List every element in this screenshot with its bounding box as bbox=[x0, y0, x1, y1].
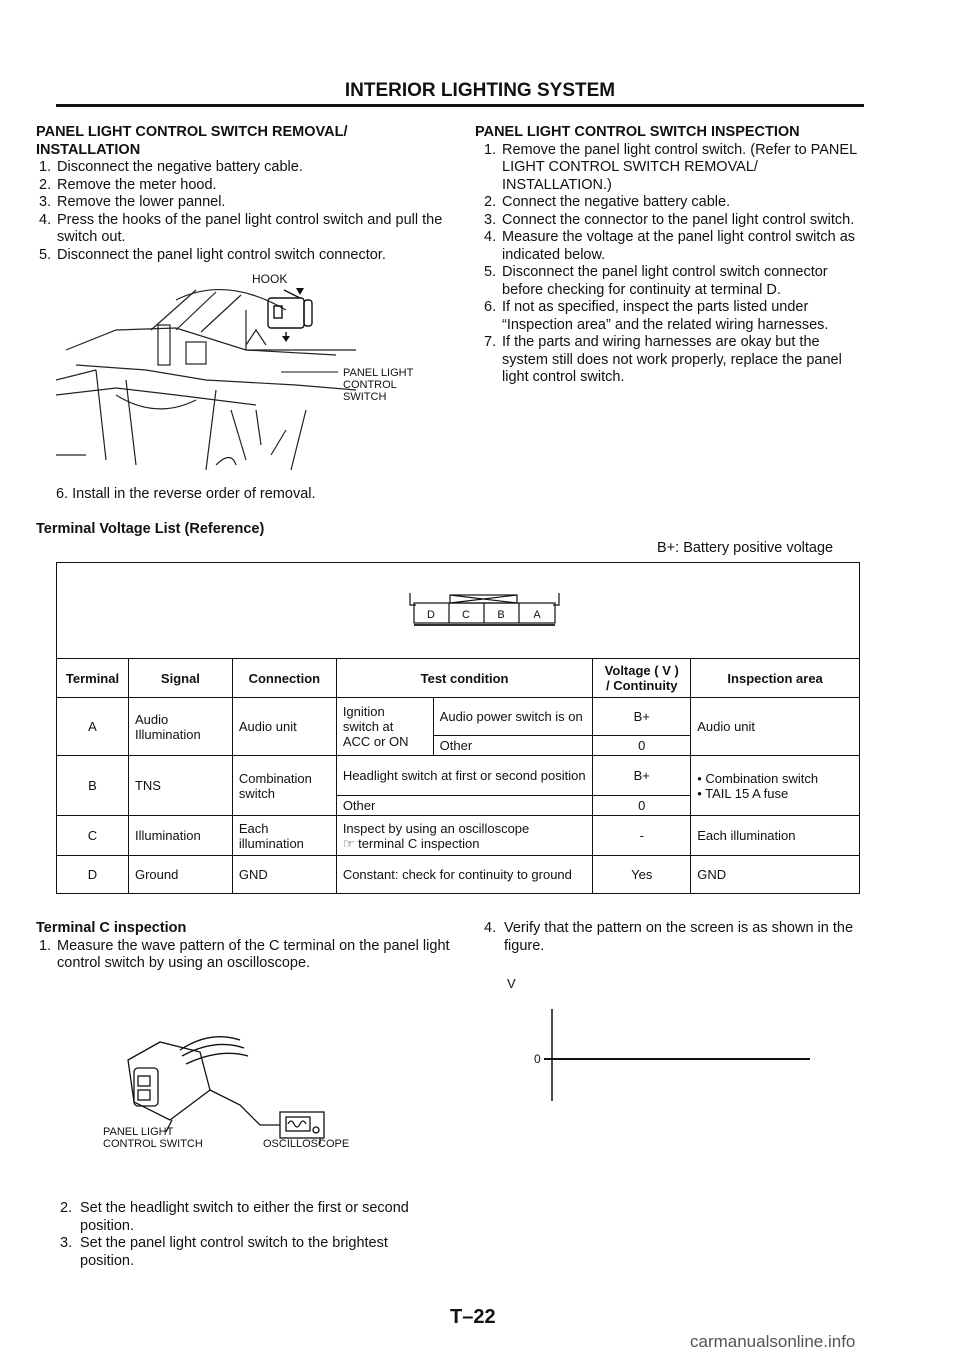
terminal-c-steps bbox=[60, 1200, 440, 1270]
hook-label: HOOK bbox=[252, 272, 288, 286]
header-signal: Signal bbox=[128, 659, 232, 698]
removal-title-line1: PANEL LIGHT CONTROL SWITCH REMOVAL/ bbox=[36, 124, 348, 140]
table-header-row bbox=[57, 659, 860, 698]
wave-axis-v-label: V bbox=[507, 976, 516, 991]
header-test-condition: Test condition bbox=[336, 659, 592, 698]
panel-switch-label: PANEL LIGHT CONTROL SWITCH bbox=[103, 1126, 203, 1150]
cell-area: • Combination switch • TAIL 15 A fuse bbox=[691, 756, 860, 816]
cell-terminal: C bbox=[57, 816, 129, 856]
pin-label: D bbox=[427, 609, 435, 621]
cell-subcondition: Other bbox=[433, 736, 593, 756]
inspection-title: PANEL LIGHT CONTROL SWITCH INSPECTION bbox=[475, 124, 800, 140]
page-number: T–22 bbox=[450, 1306, 496, 1328]
cell-area: GND bbox=[691, 856, 860, 894]
list-item: 1. Remove the panel light control switch. (Refer to PANEL LIGHT CONTROL SWITCH REMOVAL/ INSTALLATION.) bbox=[484, 141, 857, 193]
terminal-c-title: Terminal C inspection bbox=[36, 920, 187, 936]
table-row bbox=[57, 816, 860, 856]
cell-terminal: D bbox=[57, 856, 129, 894]
removal-title-line2: INSTALLATION bbox=[36, 141, 141, 158]
header-connection: Connection bbox=[232, 659, 336, 698]
removal-step-6: 6. Install in the reverse order of removal. bbox=[56, 486, 316, 502]
cell-voltage: Yes bbox=[593, 856, 691, 894]
cell-terminal: B bbox=[57, 756, 129, 816]
cell-connection: Audio unit bbox=[232, 698, 336, 756]
table-title: Terminal Voltage List (Reference) bbox=[36, 521, 265, 537]
page-title: INTERIOR LIGHTING SYSTEM bbox=[344, 80, 616, 101]
inspection-steps bbox=[475, 142, 867, 387]
cell-condition: Constant: check for continuity to ground bbox=[336, 856, 592, 894]
cell-area: Each illumination bbox=[691, 816, 860, 856]
list-item: 4. Measure the voltage at the panel light control switch as indicated below. bbox=[484, 229, 856, 263]
switch-label: PANEL LIGHT CONTROL SWITCH bbox=[343, 367, 414, 403]
pin-label: C bbox=[462, 609, 470, 621]
cell-voltage: B+ bbox=[593, 756, 691, 796]
list-item: 2. Set the headlight switch to either the first or second position. bbox=[60, 1200, 409, 1234]
terminal-c-section bbox=[36, 920, 456, 973]
cell-signal: TNS bbox=[128, 756, 232, 816]
cell-connection: GND bbox=[232, 856, 336, 894]
header-voltage: Voltage ( V ) / Continuity bbox=[593, 659, 691, 698]
table-row bbox=[57, 756, 860, 796]
cell-condition: Ignition switch at ACC or ON bbox=[336, 698, 433, 756]
connector-diagram bbox=[57, 563, 861, 659]
removal-section bbox=[36, 124, 456, 264]
inspection-section bbox=[475, 124, 867, 387]
list-item: 7. If the parts and wiring harnesses are okay but the system still does not work properly, replace the panel light control switch. bbox=[484, 334, 842, 385]
list-item: 2. Connect the negative battery cable. bbox=[484, 194, 731, 210]
hook-arrow-icon bbox=[282, 336, 290, 342]
list-item: 3. Connect the connector to the panel light control switch. bbox=[484, 211, 855, 228]
removal-steps bbox=[36, 159, 456, 264]
cell-terminal: A bbox=[57, 698, 129, 756]
list-item: 3. Remove the lower pannel. bbox=[39, 194, 226, 210]
cell-signal: Ground bbox=[128, 856, 232, 894]
cell-signal: Illumination bbox=[128, 816, 232, 856]
cell-voltage: B+ bbox=[593, 698, 691, 736]
pin-label: B bbox=[497, 609, 505, 621]
pin-label: A bbox=[533, 609, 541, 621]
waveform-chart bbox=[530, 1005, 820, 1105]
cell-condition: Other bbox=[336, 796, 592, 816]
cell-area: Audio unit bbox=[691, 698, 860, 756]
list-item: 4. Press the hooks of the panel light control switch and pull the switch out. bbox=[39, 211, 443, 245]
connector-panel bbox=[56, 562, 860, 658]
table-row bbox=[57, 698, 860, 736]
cell-condition: Headlight switch at first or second position bbox=[336, 756, 592, 796]
terminal-voltage-table bbox=[56, 658, 860, 894]
watermark: carmanualsonline.info bbox=[690, 1332, 856, 1351]
list-item: 1. Disconnect the negative battery cable. bbox=[39, 159, 303, 175]
cell-connection: Each illumination bbox=[232, 816, 336, 856]
cell-voltage: 0 bbox=[593, 736, 691, 756]
cell-voltage: - bbox=[593, 816, 691, 856]
wave-axis-zero-label: 0 bbox=[534, 1052, 541, 1066]
cell-subcondition: Audio power switch is on bbox=[433, 698, 593, 736]
title-rule bbox=[56, 104, 864, 107]
list-item: 3. Set the panel light control switch to the brightest position. bbox=[60, 1235, 388, 1269]
header-inspection-area: Inspection area bbox=[691, 659, 860, 698]
cell-connection: Combination switch bbox=[232, 756, 336, 816]
list-item: 6. If not as specified, inspect the parts listed under “Inspection area” and the related wiring harnesses. bbox=[484, 299, 829, 333]
cell-voltage: 0 bbox=[593, 796, 691, 816]
list-item: 2. Remove the meter hood. bbox=[39, 176, 217, 193]
cell-condition: Inspect by using an oscilloscope ☞ terminal C inspection bbox=[336, 816, 592, 856]
table-note: B+: Battery positive voltage bbox=[657, 540, 834, 556]
list-item: 5. Disconnect the panel light control switch connector. bbox=[39, 246, 386, 263]
header-terminal: Terminal bbox=[57, 659, 129, 698]
list-item: 1. Measure the wave pattern of the C terminal on the panel light control switch by using an oscilloscope. bbox=[39, 937, 450, 971]
list-item: 4. Verify that the pattern on the screen is as shown in the figure. bbox=[484, 920, 854, 954]
oscilloscope-label: OSCILLOSCOPE bbox=[263, 1138, 350, 1150]
list-item: 5. Disconnect the panel light control switch connector before checking for continuity at terminal D. bbox=[484, 264, 828, 298]
cell-signal: Audio Illumination bbox=[128, 698, 232, 756]
table-row bbox=[57, 856, 860, 894]
